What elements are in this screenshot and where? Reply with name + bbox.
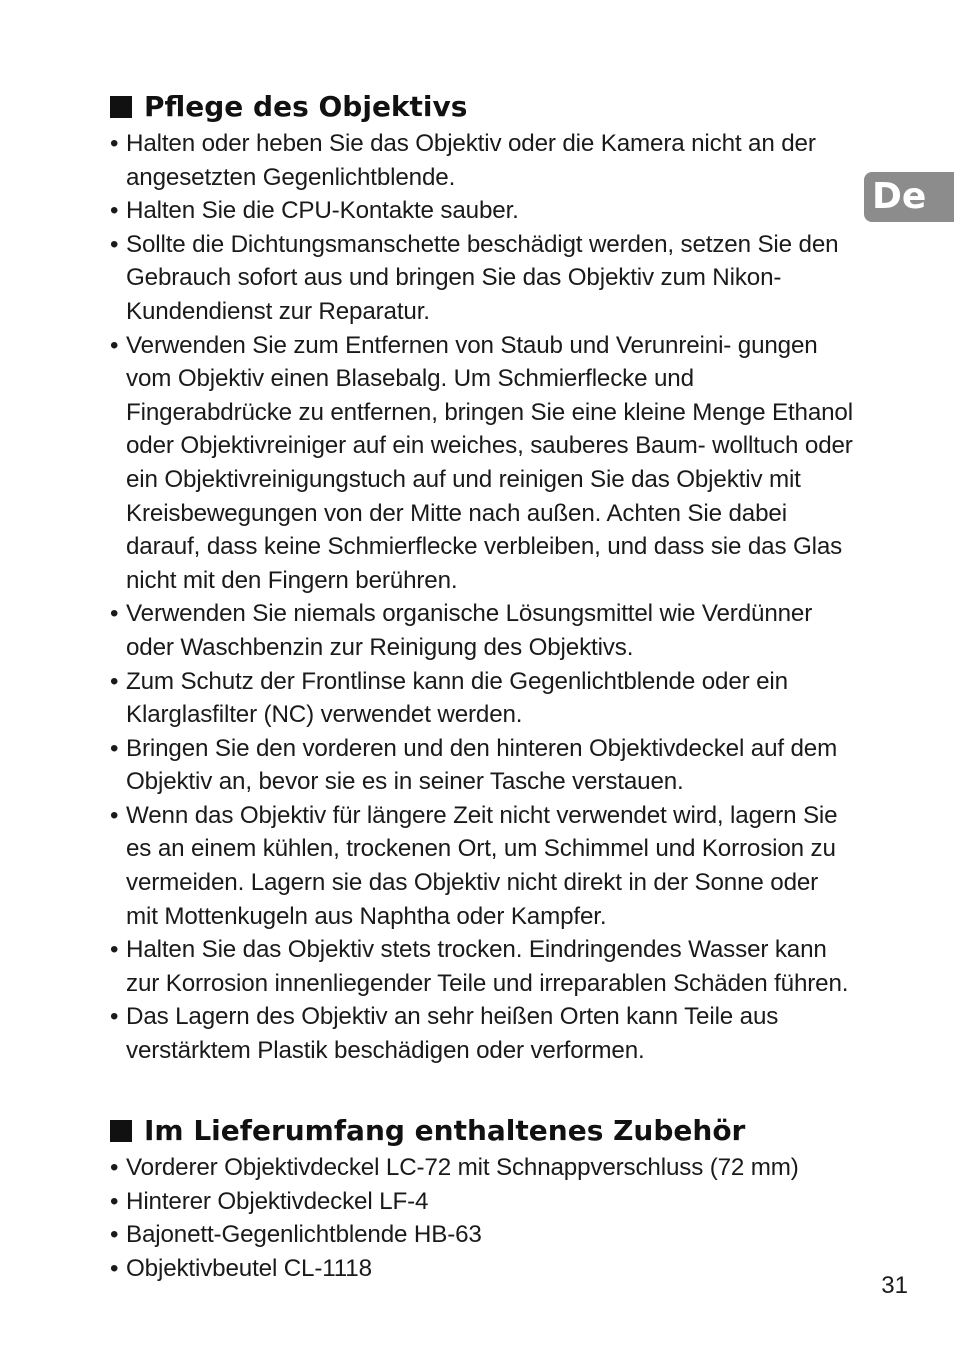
list-item-text: Bajonett-Gegenlichtblende HB-63 bbox=[126, 1221, 482, 1249]
list-item-text: Zum Schutz der Frontlinse kann die Gegenlichtblende oder ein Klarglasfilter (NC) verwendet werden. bbox=[126, 667, 788, 729]
list-item bbox=[110, 799, 855, 933]
list-item-text: Halten Sie das Objektiv stets trocken. Eindringendes Wasser kann zur Korrosion innenliegender Teile und irreparablen Schäden führen. bbox=[126, 936, 849, 997]
bullet-dot-icon: • bbox=[110, 600, 119, 628]
list-item bbox=[110, 194, 855, 228]
list-item bbox=[110, 597, 855, 664]
square-bullet-icon bbox=[110, 1120, 132, 1142]
list-item-text: Halten Sie die CPU-Kontakte sauber. bbox=[126, 197, 519, 225]
list-item bbox=[110, 1151, 855, 1185]
section-lens-care bbox=[110, 88, 855, 1068]
page-number: 31 bbox=[881, 1272, 908, 1299]
bullet-dot-icon: • bbox=[110, 197, 119, 225]
section-heading-text: Im Lieferumfang enthaltenes Zubehör bbox=[144, 1114, 746, 1147]
section-heading bbox=[110, 88, 855, 126]
list-item-text: Wenn das Objektiv für längere Zeit nicht verwendet wird, lagern Sie es an einem kühlen, trockenen Ort, um Schimmel und Korrosion zu vermeiden. Lagern sie das Objektiv nicht direkt in der Sonne oder mit Mottenkugeln aus Naphtha oder Kampfer. bbox=[126, 801, 838, 930]
bullet-dot-icon: • bbox=[110, 1254, 119, 1282]
bullet-dot-icon: • bbox=[110, 667, 119, 695]
list-item bbox=[110, 732, 855, 799]
list-item-text: Sollte die Dichtungsmanschette beschädigt werden, setzen Sie den Gebrauch sofort aus und bringen Sie das Objektiv zum Nikon-Kundendienst zur Reparatur. bbox=[126, 230, 839, 325]
bullet-dot-icon: • bbox=[110, 331, 119, 359]
section-accessories bbox=[110, 1112, 855, 1285]
list-item-text: Das Lagern des Objektiv an sehr heißen Orten kann Teile aus verstärktem Plastik beschädigen oder verformen. bbox=[126, 1003, 779, 1065]
list-item bbox=[110, 127, 855, 194]
language-tab: De bbox=[864, 172, 954, 222]
accessories-list bbox=[110, 1151, 855, 1285]
bullet-dot-icon: • bbox=[110, 1154, 119, 1181]
list-item bbox=[110, 665, 855, 732]
section-heading bbox=[110, 1112, 855, 1150]
care-list bbox=[110, 127, 855, 1068]
list-item bbox=[110, 228, 855, 329]
bullet-dot-icon: • bbox=[110, 801, 119, 829]
list-item bbox=[110, 1000, 855, 1067]
bullet-dot-icon: • bbox=[110, 1221, 119, 1249]
list-item bbox=[110, 933, 855, 1000]
bullet-dot-icon: • bbox=[110, 1003, 119, 1031]
list-item-text: Verwenden Sie niemals organische Lösungsmittel wie Verdünner oder Waschbenzin zur Reinigung des Objektivs. bbox=[126, 600, 813, 661]
list-item-text: Verwenden Sie zum Entfernen von Staub und Verunreini- gungen vom Objektiv einen Blasebalg. Um Schmierflecke und Fingerabdrücke zu entfernen, bringen Sie eine kleine Menge Ethanol oder Objektivreiniger auf ein weiches, sauberes Baum- wolltuch oder ein Objektivreinigungstuch auf und reinigen Sie das Objektiv mit Kreisbewegungen von der Mitte nach außen. Achten Sie dabei darauf, dass keine Schmierflecke verbleiben, und dass sie das Glas nicht mit den Fingern berühren. bbox=[126, 331, 853, 594]
list-item bbox=[110, 1252, 855, 1286]
section-heading-text: Pflege des Objektivs bbox=[144, 90, 468, 123]
bullet-dot-icon: • bbox=[110, 230, 119, 258]
bullet-dot-icon: • bbox=[110, 130, 119, 157]
list-item-text: Halten oder heben Sie das Objektiv oder die Kamera nicht an der angesetzten Gegenlichtblende. bbox=[126, 130, 816, 191]
bullet-dot-icon: • bbox=[110, 1187, 119, 1215]
list-item-text: Hinterer Objektivdeckel LF-4 bbox=[126, 1187, 429, 1215]
list-item-text: Objektivbeutel CL-1118 bbox=[126, 1254, 372, 1282]
square-bullet-icon bbox=[110, 96, 132, 118]
list-item-text: Vorderer Objektivdeckel LC-72 mit Schnappverschluss (72 mm) bbox=[126, 1154, 799, 1181]
list-item bbox=[110, 329, 855, 598]
bullet-dot-icon: • bbox=[110, 936, 119, 964]
list-item-text: Bringen Sie den vorderen und den hinteren Objektivdeckel auf dem Objektiv an, bevor sie es in seiner Tasche verstauen. bbox=[126, 734, 838, 796]
list-item bbox=[110, 1218, 855, 1252]
bullet-dot-icon: • bbox=[110, 734, 119, 762]
list-item bbox=[110, 1185, 855, 1219]
